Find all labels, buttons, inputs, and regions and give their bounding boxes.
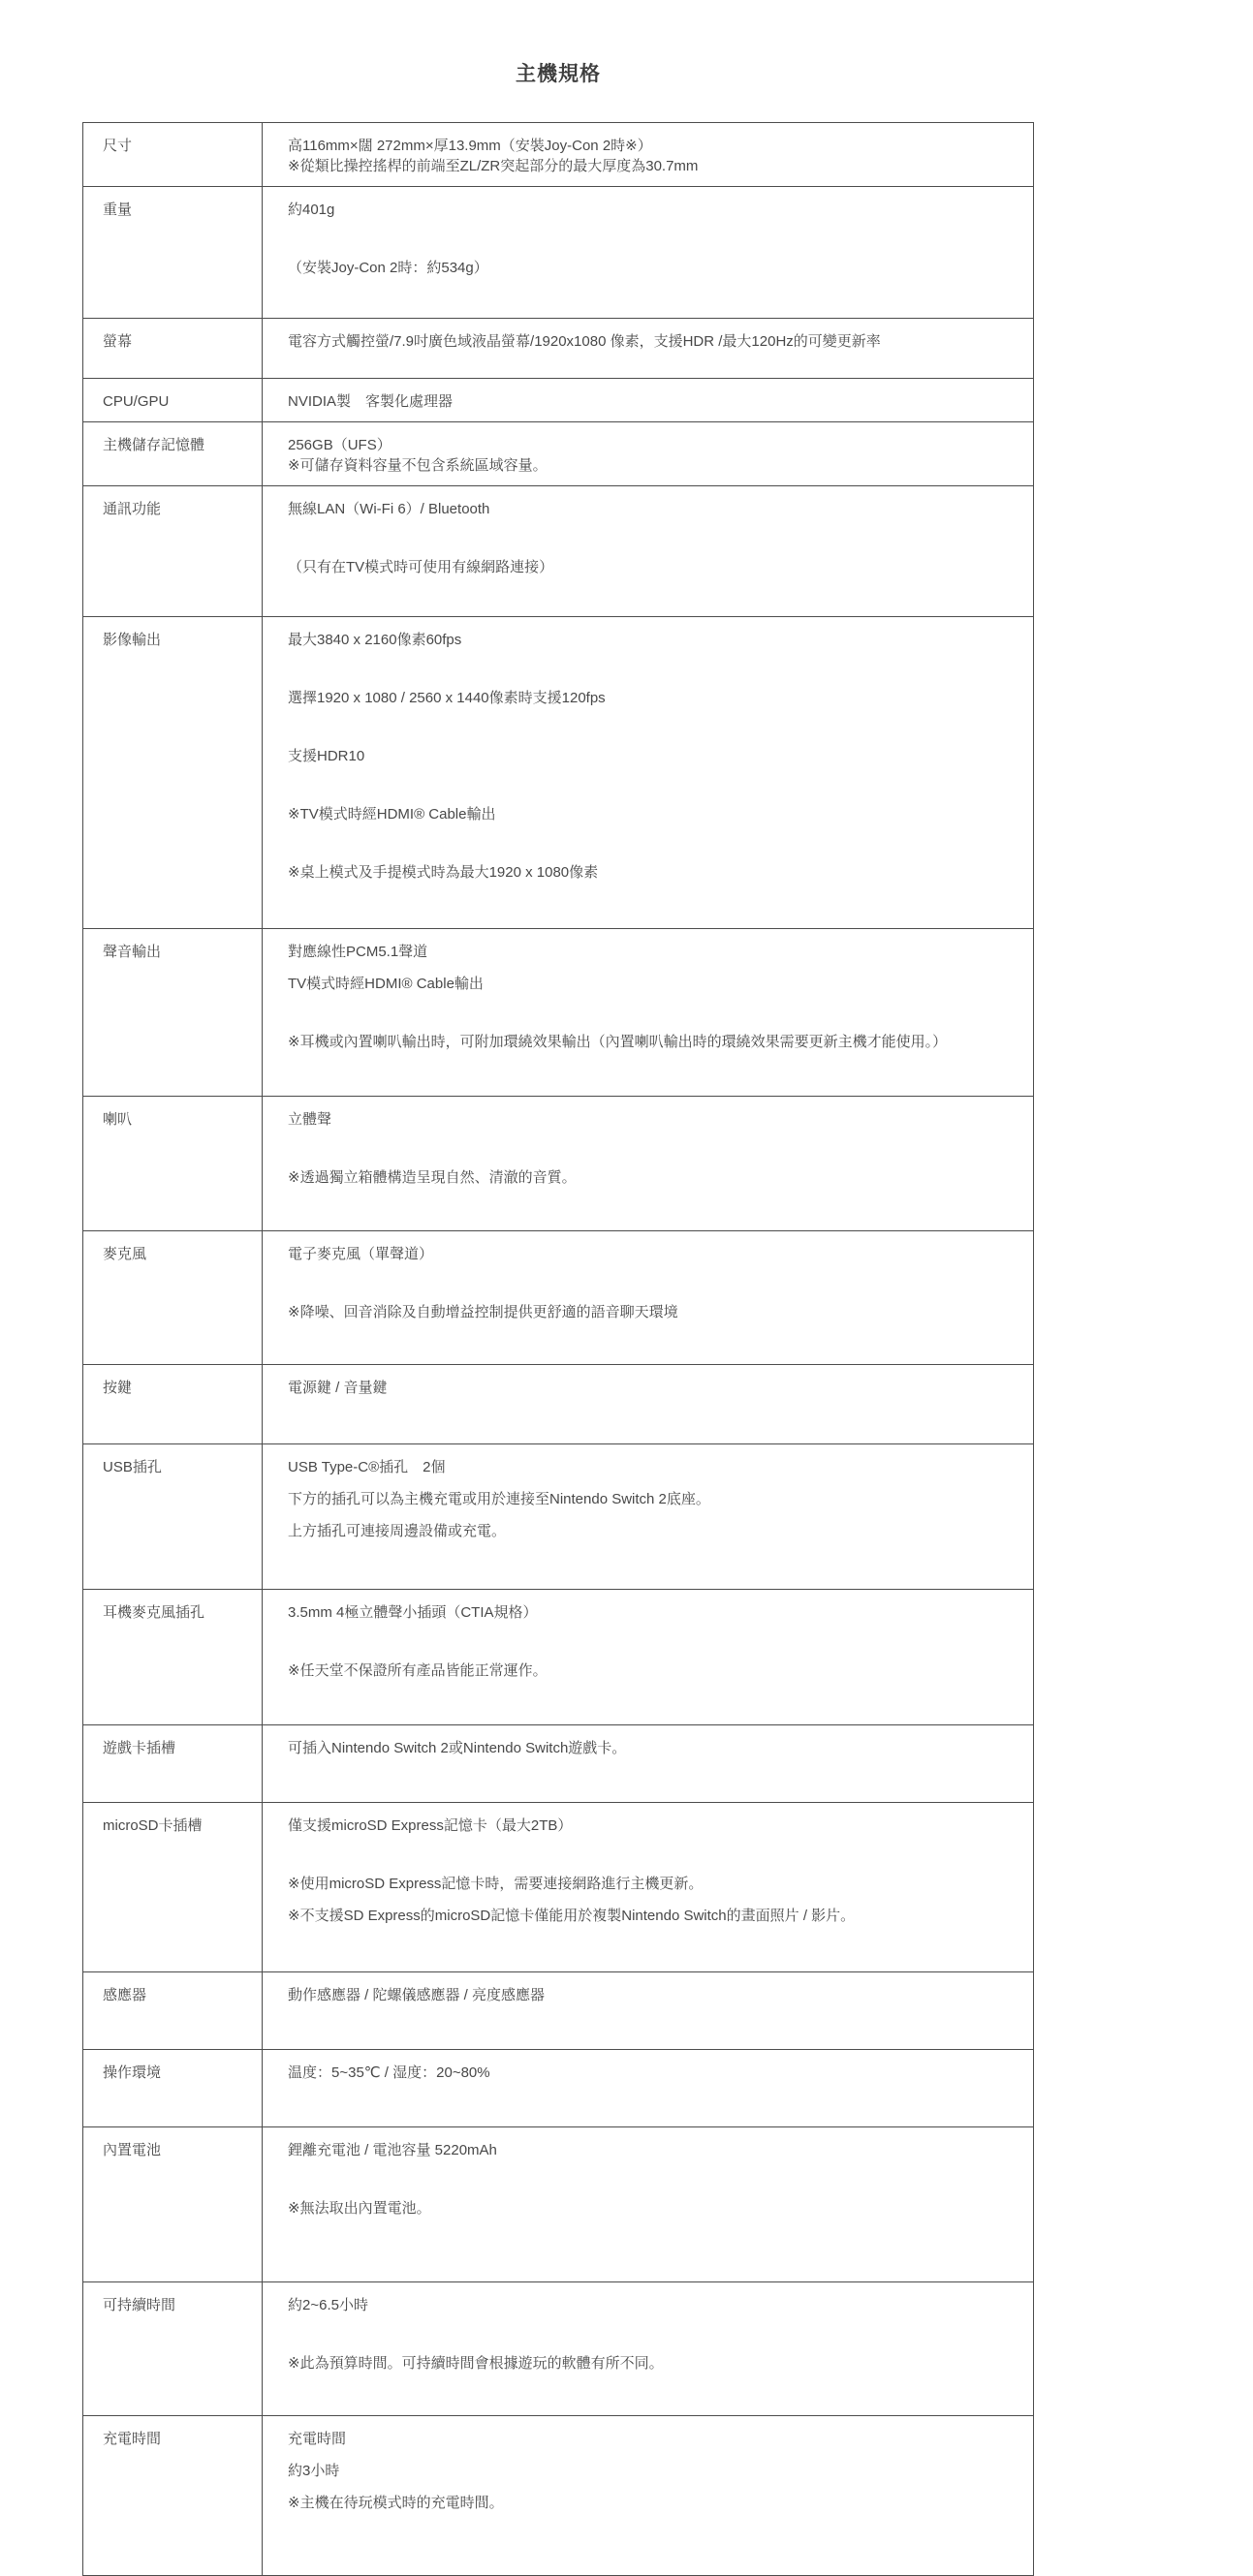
spec-row-value — [263, 1365, 1034, 1444]
spec-value-block — [288, 2429, 1012, 2449]
spec-row-label: 感應器 — [83, 1972, 263, 2050]
spec-value-block — [288, 2353, 1012, 2374]
spec-value-block — [288, 1602, 1012, 1623]
spec-value-block — [288, 1302, 1012, 1322]
spec-row-label: 充電時間 — [83, 2416, 263, 2576]
spec-value-line: 僅支援microSD Express記憶卡（最大2TB） — [288, 1817, 573, 1834]
spec-row-label: CPU/GPU — [83, 379, 263, 422]
spec-value-line: 温度：5~35℃ / 湿度：20~80% — [288, 2064, 490, 2081]
spec-value-line: （安裝Joy-Con 2時：約534g） — [288, 260, 488, 276]
spec-row — [83, 2416, 1034, 2576]
spec-value-line: 電源鍵 / 音量鍵 — [288, 1380, 388, 1396]
spec-value-block — [288, 1738, 1012, 1758]
spec-row-label: 耳機麥克風插孔 — [83, 1590, 263, 1725]
spec-value-block — [288, 391, 1012, 412]
spec-value-line: ※從類比操控搖桿的前端至ZL/ZR突起部分的最大厚度為30.7mm — [288, 158, 699, 174]
spec-value-line: 3.5mm 4極立體聲小插頭（CTIA規格） — [288, 1604, 538, 1621]
spec-row-value — [263, 1231, 1034, 1365]
spec-row-value — [263, 1097, 1034, 1231]
spec-value-block — [288, 1521, 1012, 1541]
spec-row-label: 影像輸出 — [83, 617, 263, 929]
spec-row-label: 尺寸 — [83, 123, 263, 187]
spec-value-line: ※不支援SD Express的microSD記憶卡僅能用於複製Nintendo Switch的畫面照片 / 影片。 — [288, 1908, 856, 1924]
spec-row-value — [263, 486, 1034, 617]
spec-value-block — [288, 2295, 1012, 2315]
spec-row-value — [263, 929, 1034, 1097]
spec-value-line: ※可儲存資料容量不包含系統區域容量。 — [288, 457, 548, 474]
spec-value-block — [288, 1874, 1012, 1894]
spec-value-line: （只有在TV模式時可使用有線網路連接） — [288, 559, 554, 575]
spec-row — [83, 1444, 1034, 1590]
spec-value-block — [288, 1489, 1012, 1509]
spec-value-line: 電子麥克風（單聲道） — [288, 1246, 434, 1262]
spec-value-block — [288, 630, 1012, 650]
spec-value-line: 充電時間 — [288, 2431, 347, 2447]
spec-value-block — [288, 258, 1012, 278]
spec-row — [83, 1231, 1034, 1365]
spec-value-line: 256GB（UFS） — [288, 437, 392, 453]
spec-row-label: 重量 — [83, 187, 263, 319]
spec-value-block — [288, 1032, 1012, 1052]
spec-row-label: USB插孔 — [83, 1444, 263, 1590]
spec-row — [83, 319, 1034, 379]
spec-value-block — [288, 1906, 1012, 1926]
spec-row-value — [263, 2282, 1034, 2416]
spec-row-value — [263, 379, 1034, 422]
spec-value-line: 對應線性PCM5.1聲道 — [288, 944, 428, 960]
spec-value-line: 電容方式觸控螢/7.9吋廣色域液晶螢幕/1920x1080 像素，支援HDR /最大120Hz的可變更新率 — [288, 333, 881, 350]
spec-table-body — [83, 123, 1034, 2576]
spec-row-value — [263, 319, 1034, 379]
spec-value-block — [288, 2493, 1012, 2513]
spec-value-line: ※無法取出內置電池。 — [288, 2200, 431, 2217]
spec-value-block — [288, 435, 1012, 476]
spec-table — [82, 122, 1034, 2576]
spec-row-value — [263, 422, 1034, 486]
spec-value-block — [288, 499, 1012, 519]
spec-value-line: ※任天堂不保證所有產品皆能正常運作。 — [288, 1662, 548, 1679]
spec-value-block — [288, 1660, 1012, 1681]
spec-value-block — [288, 1816, 1012, 1836]
spec-row-label: 聲音輸出 — [83, 929, 263, 1097]
page-title: 主機規格 — [516, 63, 601, 85]
spec-row-value — [263, 2050, 1034, 2127]
spec-value-line: 鋰離充電池 / 電池容量 5220mAh — [288, 2142, 497, 2158]
spec-value-line: 可插入Nintendo Switch 2或Nintendo Switch遊戲卡。 — [288, 1740, 627, 1756]
spec-value-line: ※使用microSD Express記憶卡時，需要連接網路進行主機更新。 — [288, 1876, 704, 1892]
spec-value-line: 約401g — [288, 202, 335, 218]
spec-value-line: NVIDIA製 客製化處理器 — [288, 393, 454, 410]
spec-row-value — [263, 1444, 1034, 1590]
spec-value-line: TV模式時經HDMI® Cable輸出 — [288, 976, 484, 992]
spec-value-line: ※主機在待玩模式時的充電時間。 — [288, 2495, 504, 2511]
spec-row — [83, 379, 1034, 422]
spec-value-block — [288, 804, 1012, 824]
spec-row — [83, 2282, 1034, 2416]
spec-value-line: 約2~6.5小時 — [288, 2297, 368, 2313]
spec-row-value — [263, 1972, 1034, 2050]
spec-value-block — [288, 200, 1012, 220]
spec-row-value — [263, 617, 1034, 929]
spec-value-block — [288, 2063, 1012, 2083]
spec-value-block — [288, 1378, 1012, 1398]
spec-row-label: 操作環境 — [83, 2050, 263, 2127]
spec-row — [83, 929, 1034, 1097]
spec-row-value — [263, 1725, 1034, 1803]
spec-row-value — [263, 1590, 1034, 1725]
spec-value-block — [288, 862, 1012, 883]
spec-value-line: ※耳機或內置喇叭輸出時，可附加環繞效果輸出（內置喇叭輸出時的環繞效果需要更新主機才能使用。） — [288, 1034, 948, 1050]
spec-value-line: 約3小時 — [288, 2463, 340, 2479]
spec-value-line: 選擇1920 x 1080 / 2560 x 1440像素時支援120fps — [288, 690, 606, 706]
spec-value-line: 最大3840 x 2160像素60fps — [288, 632, 462, 648]
spec-row-label: 按鍵 — [83, 1365, 263, 1444]
spec-row-label: microSD卡插槽 — [83, 1803, 263, 1972]
spec-value-line: 無線LAN（Wi-Fi 6）/ Bluetooth — [288, 501, 490, 517]
spec-row — [83, 2050, 1034, 2127]
spec-value-block — [288, 1109, 1012, 1130]
spec-value-line: 支援HDR10 — [288, 748, 365, 764]
spec-value-line: 高116mm×闊 272mm×厚13.9mm（安裝Joy-Con 2時※） — [288, 138, 652, 154]
spec-value-line: ※桌上模式及手提模式時為最大1920 x 1080像素 — [288, 864, 599, 881]
spec-row-value — [263, 2127, 1034, 2282]
spec-row-value — [263, 123, 1034, 187]
spec-row-label: 主機儲存記憶體 — [83, 422, 263, 486]
spec-value-line: USB Type-C®插孔 2個 — [288, 1459, 446, 1475]
spec-row — [83, 617, 1034, 929]
spec-row — [83, 1365, 1034, 1444]
spec-row-label: 通訊功能 — [83, 486, 263, 617]
spec-row-value — [263, 187, 1034, 319]
spec-row — [83, 486, 1034, 617]
spec-value-block — [288, 2198, 1012, 2219]
spec-row-label: 螢幕 — [83, 319, 263, 379]
spec-row — [83, 1972, 1034, 2050]
spec-row — [83, 187, 1034, 319]
spec-value-block — [288, 1244, 1012, 1264]
spec-value-block — [288, 1985, 1012, 2005]
spec-row-label: 喇叭 — [83, 1097, 263, 1231]
spec-value-block — [288, 746, 1012, 766]
spec-row-value — [263, 2416, 1034, 2576]
spec-value-line: ※此為預算時間。可持續時間會根據遊玩的軟體有所不同。 — [288, 2355, 664, 2372]
spec-value-block — [288, 136, 1012, 176]
spec-value-line: 動作感應器 / 陀螺儀感應器 / 亮度感應器 — [288, 1987, 546, 2003]
spec-row — [83, 1590, 1034, 1725]
spec-row — [83, 422, 1034, 486]
spec-value-line: ※降噪、回音消除及自動增益控制提供更舒適的語音聊天環境 — [288, 1304, 678, 1320]
spec-row-label: 內置電池 — [83, 2127, 263, 2282]
spec-row — [83, 1097, 1034, 1231]
spec-value-line: ※TV模式時經HDMI® Cable輸出 — [288, 806, 496, 822]
spec-value-block — [288, 2140, 1012, 2160]
spec-value-line: 上方插孔可連接周邊設備或充電。 — [288, 1523, 507, 1539]
spec-value-line: 下方的插孔可以為主機充電或用於連接至Nintendo Switch 2底座。 — [288, 1491, 710, 1507]
spec-value-block — [288, 974, 1012, 994]
spec-value-line: 立體聲 — [288, 1111, 332, 1128]
spec-row — [83, 1725, 1034, 1803]
spec-value-block — [288, 688, 1012, 708]
spec-row-label: 麥克風 — [83, 1231, 263, 1365]
spec-row-label: 遊戲卡插槽 — [83, 1725, 263, 1803]
spec-value-block — [288, 1457, 1012, 1477]
spec-value-block — [288, 331, 1012, 352]
spec-row — [83, 1803, 1034, 1972]
spec-value-block — [288, 1167, 1012, 1188]
spec-value-block — [288, 2461, 1012, 2481]
spec-value-block — [288, 942, 1012, 962]
spec-row — [83, 123, 1034, 187]
spec-row-value — [263, 1803, 1034, 1972]
spec-value-line: ※透過獨立箱體構造呈現自然、清澈的音質。 — [288, 1169, 577, 1186]
spec-value-block — [288, 557, 1012, 577]
spec-row — [83, 2127, 1034, 2282]
spec-row-label: 可持續時間 — [83, 2282, 263, 2416]
